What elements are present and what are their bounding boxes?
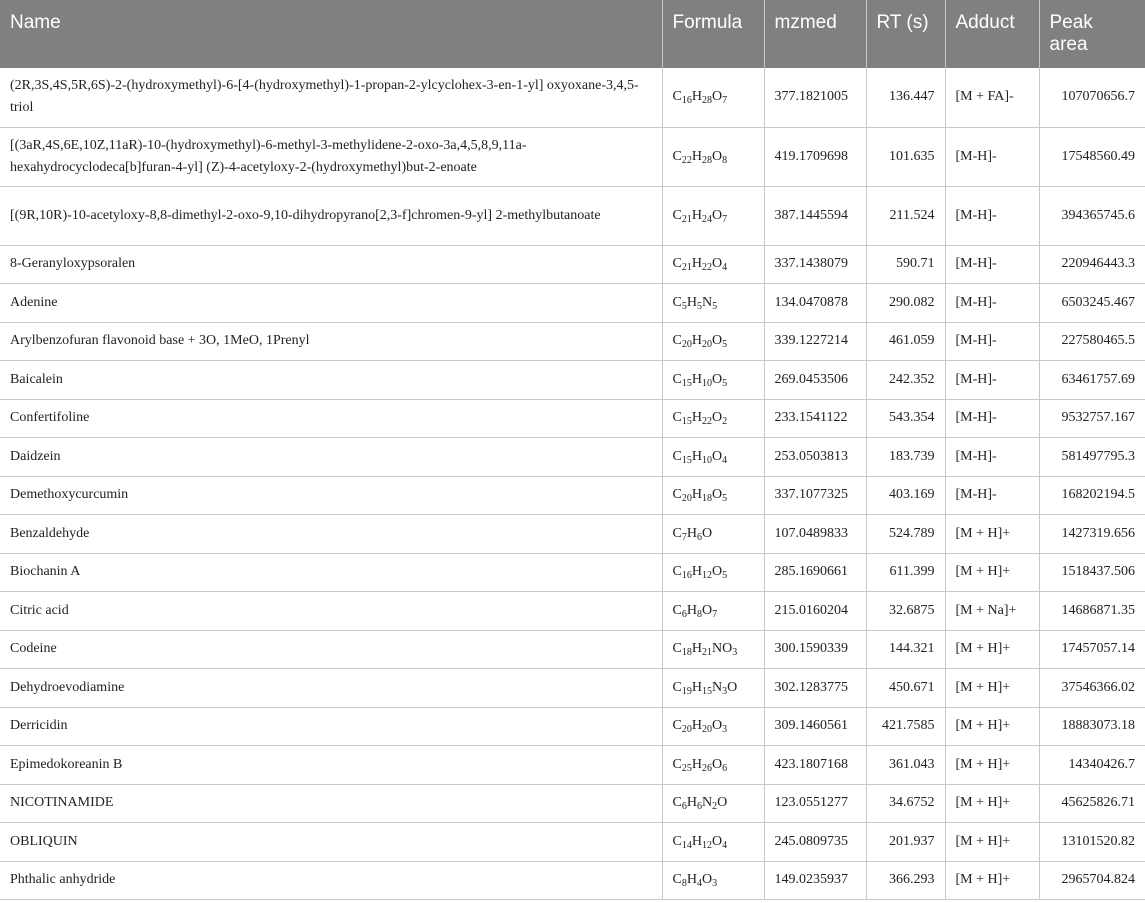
cell-peak-area: 220946443.3 [1039,245,1145,284]
cell-rt: 450.671 [866,669,945,708]
formula-element: H [691,641,702,657]
formula-element: O [701,525,713,541]
formula-subscript: 10 [701,454,712,466]
table-row [0,322,1145,361]
formula-subscript: 5 [681,300,687,312]
cell-name: Arylbenzofuran flavonoid base + 3O, 1MeO, 1Prenyl [0,322,662,361]
cell-name: OBLIQUIN [0,823,662,862]
table-row [0,68,1145,127]
table-row [0,630,1145,669]
table-row [0,592,1145,631]
formula-subscript: 21 [681,213,692,225]
cell-mzmed: 419.1709698 [764,127,866,186]
cell-peak-area: 37546366.02 [1039,669,1145,708]
cell-rt: 361.043 [866,746,945,785]
header-name: Name [0,0,662,68]
cell-formula [662,284,764,323]
cell-mzmed: 337.1077325 [764,476,866,515]
cell-peak-area: 1427319.656 [1039,515,1145,554]
cell-rt: 524.789 [866,515,945,554]
formula-subscript: 7 [712,608,718,620]
cell-rt: 611.399 [866,553,945,592]
cell-formula [662,127,764,186]
formula-element: O [711,718,723,734]
cell-name: Derricidin [0,707,662,746]
formula-subscript: 14 [681,839,692,851]
cell-name: Daidzein [0,438,662,477]
cell-formula [662,361,764,400]
formula-element: O [701,602,713,618]
cell-adduct: [M-H]- [945,186,1039,245]
table-row [0,669,1145,708]
cell-formula [662,438,764,477]
formula-element: H [686,602,697,618]
cell-formula [662,669,764,708]
cell-name: 8-Geranyloxypsoralen [0,245,662,284]
cell-formula [662,245,764,284]
cell-mzmed: 215.0160204 [764,592,866,631]
formula-element: O [711,833,723,849]
formula-subscript: 5 [712,300,718,312]
cell-mzmed: 123.0551277 [764,784,866,823]
formula-subscript: 4 [722,454,728,466]
cell-rt: 101.635 [866,127,945,186]
formula-element: N [711,641,723,657]
formula-subscript: 28 [701,95,712,107]
header-rt: RT (s) [866,0,945,68]
formula-subscript: 15 [681,377,692,389]
formula-subscript: 28 [701,154,712,166]
cell-formula [662,592,764,631]
formula-subscript: 19 [681,685,692,697]
formula-element: C [672,679,682,695]
formula-element: C [672,756,682,772]
formula-subscript: 18 [681,647,692,659]
formula-subscript: 10 [701,377,712,389]
formula-element: C [672,602,682,618]
formula-subscript: 18 [701,493,712,505]
cell-adduct: [M + H]+ [945,707,1039,746]
cell-adduct: [M + H]+ [945,746,1039,785]
cell-peak-area: 6503245.467 [1039,284,1145,323]
cell-peak-area: 63461757.69 [1039,361,1145,400]
formula-element: O [711,564,723,580]
cell-mzmed: 253.0503813 [764,438,866,477]
cell-adduct: [M + FA]- [945,68,1039,127]
formula-subscript: 4 [722,839,728,851]
formula-element: O [717,795,728,811]
formula-subscript: 20 [681,724,692,736]
formula-subscript: 6 [696,531,702,543]
formula-subscript: 2 [722,416,728,428]
cell-peak-area: 14686871.35 [1039,592,1145,631]
cell-formula [662,399,764,438]
cell-formula [662,186,764,245]
cell-name: Adenine [0,284,662,323]
formula-element: O [701,872,713,888]
cell-mzmed: 300.1590339 [764,630,866,669]
cell-adduct: [M + H]+ [945,784,1039,823]
cell-mzmed: 302.1283775 [764,669,866,708]
cell-peak-area: 14340426.7 [1039,746,1145,785]
formula-subscript: 7 [722,213,728,225]
table-row [0,399,1145,438]
table-row [0,186,1145,245]
formula-subscript: 21 [681,262,692,274]
table-row [0,476,1145,515]
header-row [0,0,1145,68]
formula-element: C [672,525,682,541]
formula-element: O [727,679,738,695]
formula-element: C [672,833,682,849]
cell-peak-area: 13101520.82 [1039,823,1145,862]
table-row [0,784,1145,823]
formula-element: C [672,294,682,310]
formula-element: H [691,207,702,223]
formula-element: C [672,148,682,164]
cell-name: Benzaldehyde [0,515,662,554]
cell-name: Codeine [0,630,662,669]
cell-formula [662,68,764,127]
cell-name: Phthalic anhydride [0,861,662,900]
formula-subscript: 20 [701,339,712,351]
formula-subscript: 22 [681,154,692,166]
cell-rt: 421.7585 [866,707,945,746]
cell-name: [(9R,10R)-10-acetyloxy-8,8-dimethyl-2-oxo-9,10-dihydropyrano[2,3-f]chromen-9-yl] 2-methylbutanoate [0,186,662,245]
formula-element: H [691,564,702,580]
cell-peak-area: 227580465.5 [1039,322,1145,361]
formula-element: C [672,795,682,811]
cell-rt: 461.059 [866,322,945,361]
cell-adduct: [M-H]- [945,438,1039,477]
cell-mzmed: 149.0235937 [764,861,866,900]
cell-formula [662,746,764,785]
cell-formula [662,630,764,669]
table-row [0,746,1145,785]
formula-subscript: 16 [681,95,692,107]
formula-subscript: 21 [701,647,712,659]
cell-mzmed: 337.1438079 [764,245,866,284]
header-mzmed: mzmed [764,0,866,68]
cell-peak-area: 168202194.5 [1039,476,1145,515]
formula-element: O [711,371,723,387]
formula-subscript: 5 [722,570,728,582]
cell-formula [662,784,764,823]
formula-subscript: 2 [712,801,718,813]
table-row [0,245,1145,284]
formula-subscript: 4 [722,262,728,274]
formula-subscript: 15 [681,454,692,466]
cell-peak-area: 45625826.71 [1039,784,1145,823]
cell-adduct: [M + H]+ [945,861,1039,900]
formula-subscript: 15 [681,416,692,428]
formula-element: H [691,448,702,464]
formula-subscript: 5 [696,300,702,312]
cell-mzmed: 377.1821005 [764,68,866,127]
table-row [0,127,1145,186]
cell-formula [662,515,764,554]
cell-name: Dehydroevodiamine [0,669,662,708]
cell-mzmed: 245.0809735 [764,823,866,862]
formula-subscript: 20 [681,493,692,505]
formula-subscript: 15 [701,685,712,697]
formula-element: N [701,294,713,310]
formula-element: C [672,872,682,888]
cell-name: (2R,3S,4S,5R,6S)-2-(hydroxymethyl)-6-[4-(hydroxymethyl)-1-propan-2-ylcyclohex-3-en-1-yl] oxyoxane-3,4,5-triol [0,68,662,127]
formula-element: O [711,256,723,272]
formula-subscript: 5 [722,377,728,389]
formula-subscript: 8 [696,608,702,620]
cell-formula [662,476,764,515]
table-row [0,515,1145,554]
cell-adduct: [M + H]+ [945,515,1039,554]
formula-element: C [672,718,682,734]
formula-subscript: 6 [681,608,687,620]
cell-mzmed: 233.1541122 [764,399,866,438]
formula-subscript: 8 [681,878,687,890]
formula-element: O [711,410,723,426]
formula-subscript: 3 [732,647,738,659]
formula-element: C [672,256,682,272]
formula-element: H [691,756,702,772]
formula-subscript: 12 [701,570,712,582]
cell-formula [662,861,764,900]
formula-element: H [691,333,702,349]
cell-rt: 590.71 [866,245,945,284]
formula-subscript: 7 [722,95,728,107]
formula-element: C [672,333,682,349]
formula-subscript: 5 [722,339,728,351]
formula-element: H [691,148,702,164]
cell-mzmed: 134.0470878 [764,284,866,323]
cell-mzmed: 339.1227214 [764,322,866,361]
cell-rt: 201.937 [866,823,945,862]
cell-mzmed: 269.0453506 [764,361,866,400]
formula-element: O [711,89,723,105]
formula-subscript: 16 [681,570,692,582]
formula-subscript: 4 [696,878,702,890]
cell-mzmed: 387.1445594 [764,186,866,245]
cell-rt: 211.524 [866,186,945,245]
header-formula: Formula [662,0,764,68]
formula-subscript: 3 [722,724,728,736]
cell-adduct: [M-H]- [945,284,1039,323]
formula-subscript: 6 [681,801,687,813]
cell-adduct: [M + H]+ [945,630,1039,669]
cell-adduct: [M + H]+ [945,553,1039,592]
cell-rt: 366.293 [866,861,945,900]
cell-rt: 403.169 [866,476,945,515]
formula-element: H [686,294,697,310]
formula-subscript: 22 [701,416,712,428]
formula-element: H [691,679,702,695]
cell-formula [662,322,764,361]
cell-rt: 290.082 [866,284,945,323]
formula-element: O [711,148,723,164]
cell-adduct: [M-H]- [945,399,1039,438]
formula-subscript: 6 [722,762,728,774]
table-row [0,707,1145,746]
formula-element: O [711,448,723,464]
formula-element: C [672,410,682,426]
cell-rt: 144.321 [866,630,945,669]
formula-subscript: 5 [722,493,728,505]
table-body [0,68,1145,900]
cell-peak-area: 2965704.824 [1039,861,1145,900]
cell-mzmed: 423.1807168 [764,746,866,785]
formula-element: H [686,872,697,888]
formula-element: C [672,641,682,657]
cell-adduct: [M-H]- [945,322,1039,361]
cell-name: Epimedokoreanin B [0,746,662,785]
formula-element: N [711,679,723,695]
table-row [0,284,1145,323]
formula-element: H [691,718,702,734]
cell-formula [662,823,764,862]
cell-peak-area: 107070656.7 [1039,68,1145,127]
cell-name: NICOTINAMIDE [0,784,662,823]
header-adduct: Adduct [945,0,1039,68]
cell-peak-area: 1518437.506 [1039,553,1145,592]
table-row [0,553,1145,592]
cell-rt: 136.447 [866,68,945,127]
cell-peak-area: 9532757.167 [1039,399,1145,438]
cell-formula [662,707,764,746]
cell-adduct: [M-H]- [945,361,1039,400]
formula-subscript: 22 [701,262,712,274]
cell-peak-area: 18883073.18 [1039,707,1145,746]
cell-peak-area: 17457057.14 [1039,630,1145,669]
cell-mzmed: 309.1460561 [764,707,866,746]
cell-adduct: [M + H]+ [945,823,1039,862]
formula-element: O [722,641,733,657]
cell-name: Demethoxycurcumin [0,476,662,515]
formula-element: O [711,756,723,772]
cell-name: Confertifoline [0,399,662,438]
table-row [0,823,1145,862]
table-row [0,361,1145,400]
cell-name: Citric acid [0,592,662,631]
formula-subscript: 7 [681,531,687,543]
formula-element: C [672,448,682,464]
cell-adduct: [M + Na]+ [945,592,1039,631]
formula-element: H [686,525,697,541]
cell-rt: 543.354 [866,399,945,438]
table-row [0,438,1145,477]
table-row [0,861,1145,900]
cell-adduct: [M-H]- [945,127,1039,186]
header-peak-area: Peak area [1039,0,1145,68]
formula-element: N [701,795,713,811]
formula-subscript: 25 [681,762,692,774]
formula-subscript: 6 [696,801,702,813]
formula-element: C [672,487,682,503]
cell-rt: 242.352 [866,361,945,400]
cell-mzmed: 107.0489833 [764,515,866,554]
cell-rt: 32.6875 [866,592,945,631]
cell-mzmed: 285.1690661 [764,553,866,592]
formula-element: C [672,89,682,105]
cell-peak-area: 394365745.6 [1039,186,1145,245]
cell-name: Baicalein [0,361,662,400]
cell-name: Biochanin A [0,553,662,592]
formula-element: O [711,333,723,349]
cell-adduct: [M-H]- [945,476,1039,515]
formula-element: H [691,89,702,105]
formula-subscript: 3 [712,878,718,890]
formula-subscript: 20 [701,724,712,736]
formula-element: H [691,833,702,849]
cell-adduct: [M-H]- [945,245,1039,284]
table-header [0,0,1145,68]
formula-element: O [711,207,723,223]
formula-element: H [691,410,702,426]
cell-name: [(3aR,4S,6E,10Z,11aR)-10-(hydroxymethyl)-6-methyl-3-methylidene-2-oxo-3a,4,5,8,9,11a-hexahydrocyclodeca[b]furan-4-yl] (Z)-4-acetyloxy-2-(hydroxymethyl)but-2-enoate [0,127,662,186]
cell-rt: 34.6752 [866,784,945,823]
formula-subscript: 12 [701,839,712,851]
cell-adduct: [M + H]+ [945,669,1039,708]
formula-element: C [672,207,682,223]
formula-element: C [672,371,682,387]
formula-element: C [672,564,682,580]
cell-rt: 183.739 [866,438,945,477]
formula-subscript: 3 [722,685,728,697]
formula-element: H [691,487,702,503]
cell-peak-area: 17548560.49 [1039,127,1145,186]
formula-subscript: 26 [701,762,712,774]
formula-element: H [686,795,697,811]
cell-formula [662,553,764,592]
formula-subscript: 20 [681,339,692,351]
formula-subscript: 8 [722,154,728,166]
formula-subscript: 24 [701,213,712,225]
formula-element: H [691,256,702,272]
formula-element: O [711,487,723,503]
formula-element: H [691,371,702,387]
cell-peak-area: 581497795.3 [1039,438,1145,477]
